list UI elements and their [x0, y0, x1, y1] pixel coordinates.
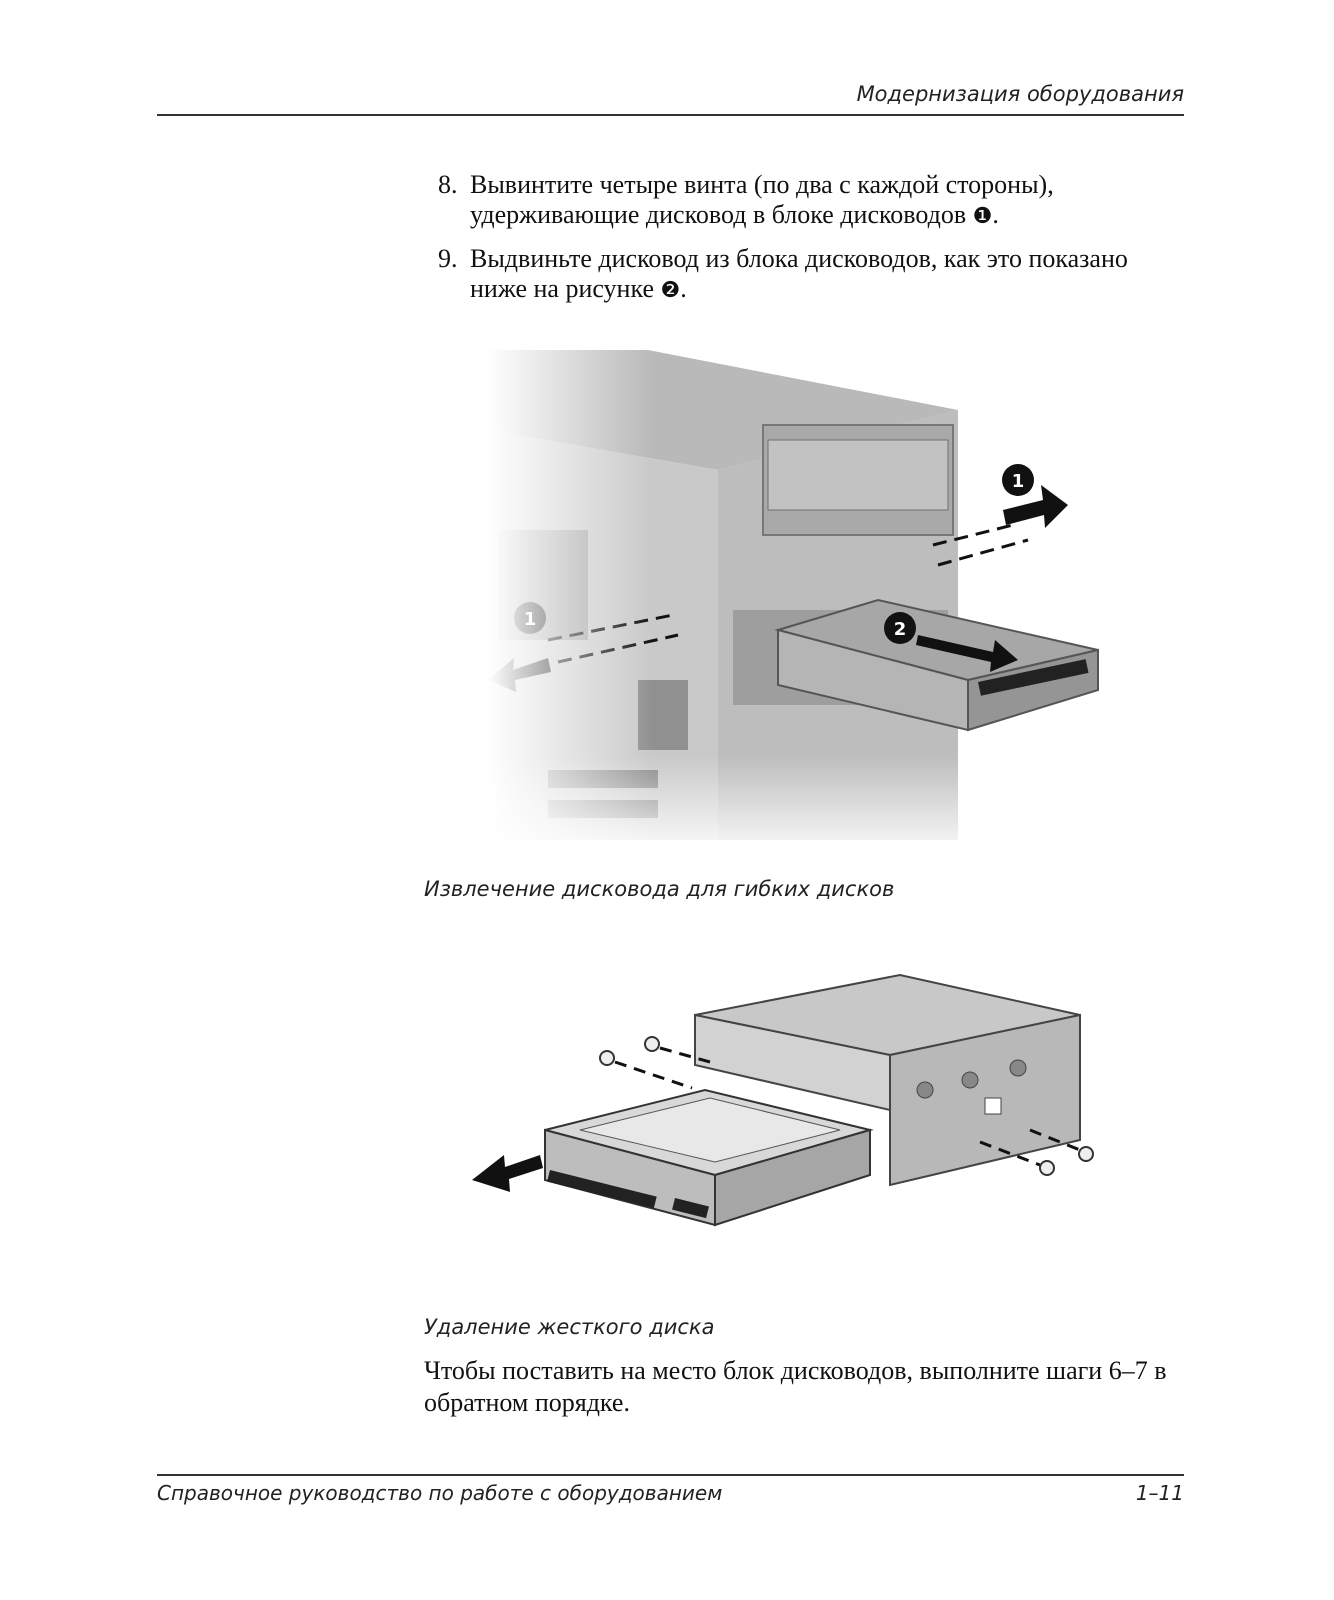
- step-number: 8.: [438, 170, 458, 199]
- figure-caption: Удаление жесткого диска: [424, 1315, 715, 1339]
- step-body: Вывинтите четыре винта (по два с каждой стороны), удерживающие дисковод в блоке дисководов: [470, 170, 1054, 229]
- step-text: [470, 170, 1138, 232]
- step-text: [470, 244, 1138, 306]
- figure-harddrive-removal: [470, 970, 1150, 1270]
- step-9: [438, 244, 1138, 306]
- callout-marker: ❶: [972, 204, 993, 229]
- body-paragraph: Чтобы поставить на место блок дисководов, выполните шаги 6–7 в обратном порядке.: [424, 1356, 1167, 1417]
- header-rule: [157, 114, 1184, 116]
- footer-rule: [157, 1474, 1184, 1476]
- step-number: 9.: [438, 244, 458, 273]
- step-body: Выдвиньте дисковод из блока дисководов, как это показано ниже на рисунке: [470, 244, 1128, 303]
- footer-title: Справочное руководство по работе с оборудованием: [157, 1481, 723, 1505]
- step-8: [438, 170, 1138, 232]
- figure-caption: Извлечение дисковода для гибких дисков: [424, 877, 895, 901]
- page-number: 1–11: [1135, 1481, 1184, 1505]
- arrow-left: [472, 1155, 543, 1192]
- running-header: Модернизация оборудования: [856, 82, 1184, 106]
- step-end: .: [680, 274, 687, 303]
- step-end: .: [992, 200, 999, 229]
- figure-floppy-removal: [488, 340, 1148, 860]
- steps-list: [438, 170, 1138, 318]
- hard-drive: [545, 1090, 870, 1225]
- callout-marker: ❷: [660, 278, 681, 303]
